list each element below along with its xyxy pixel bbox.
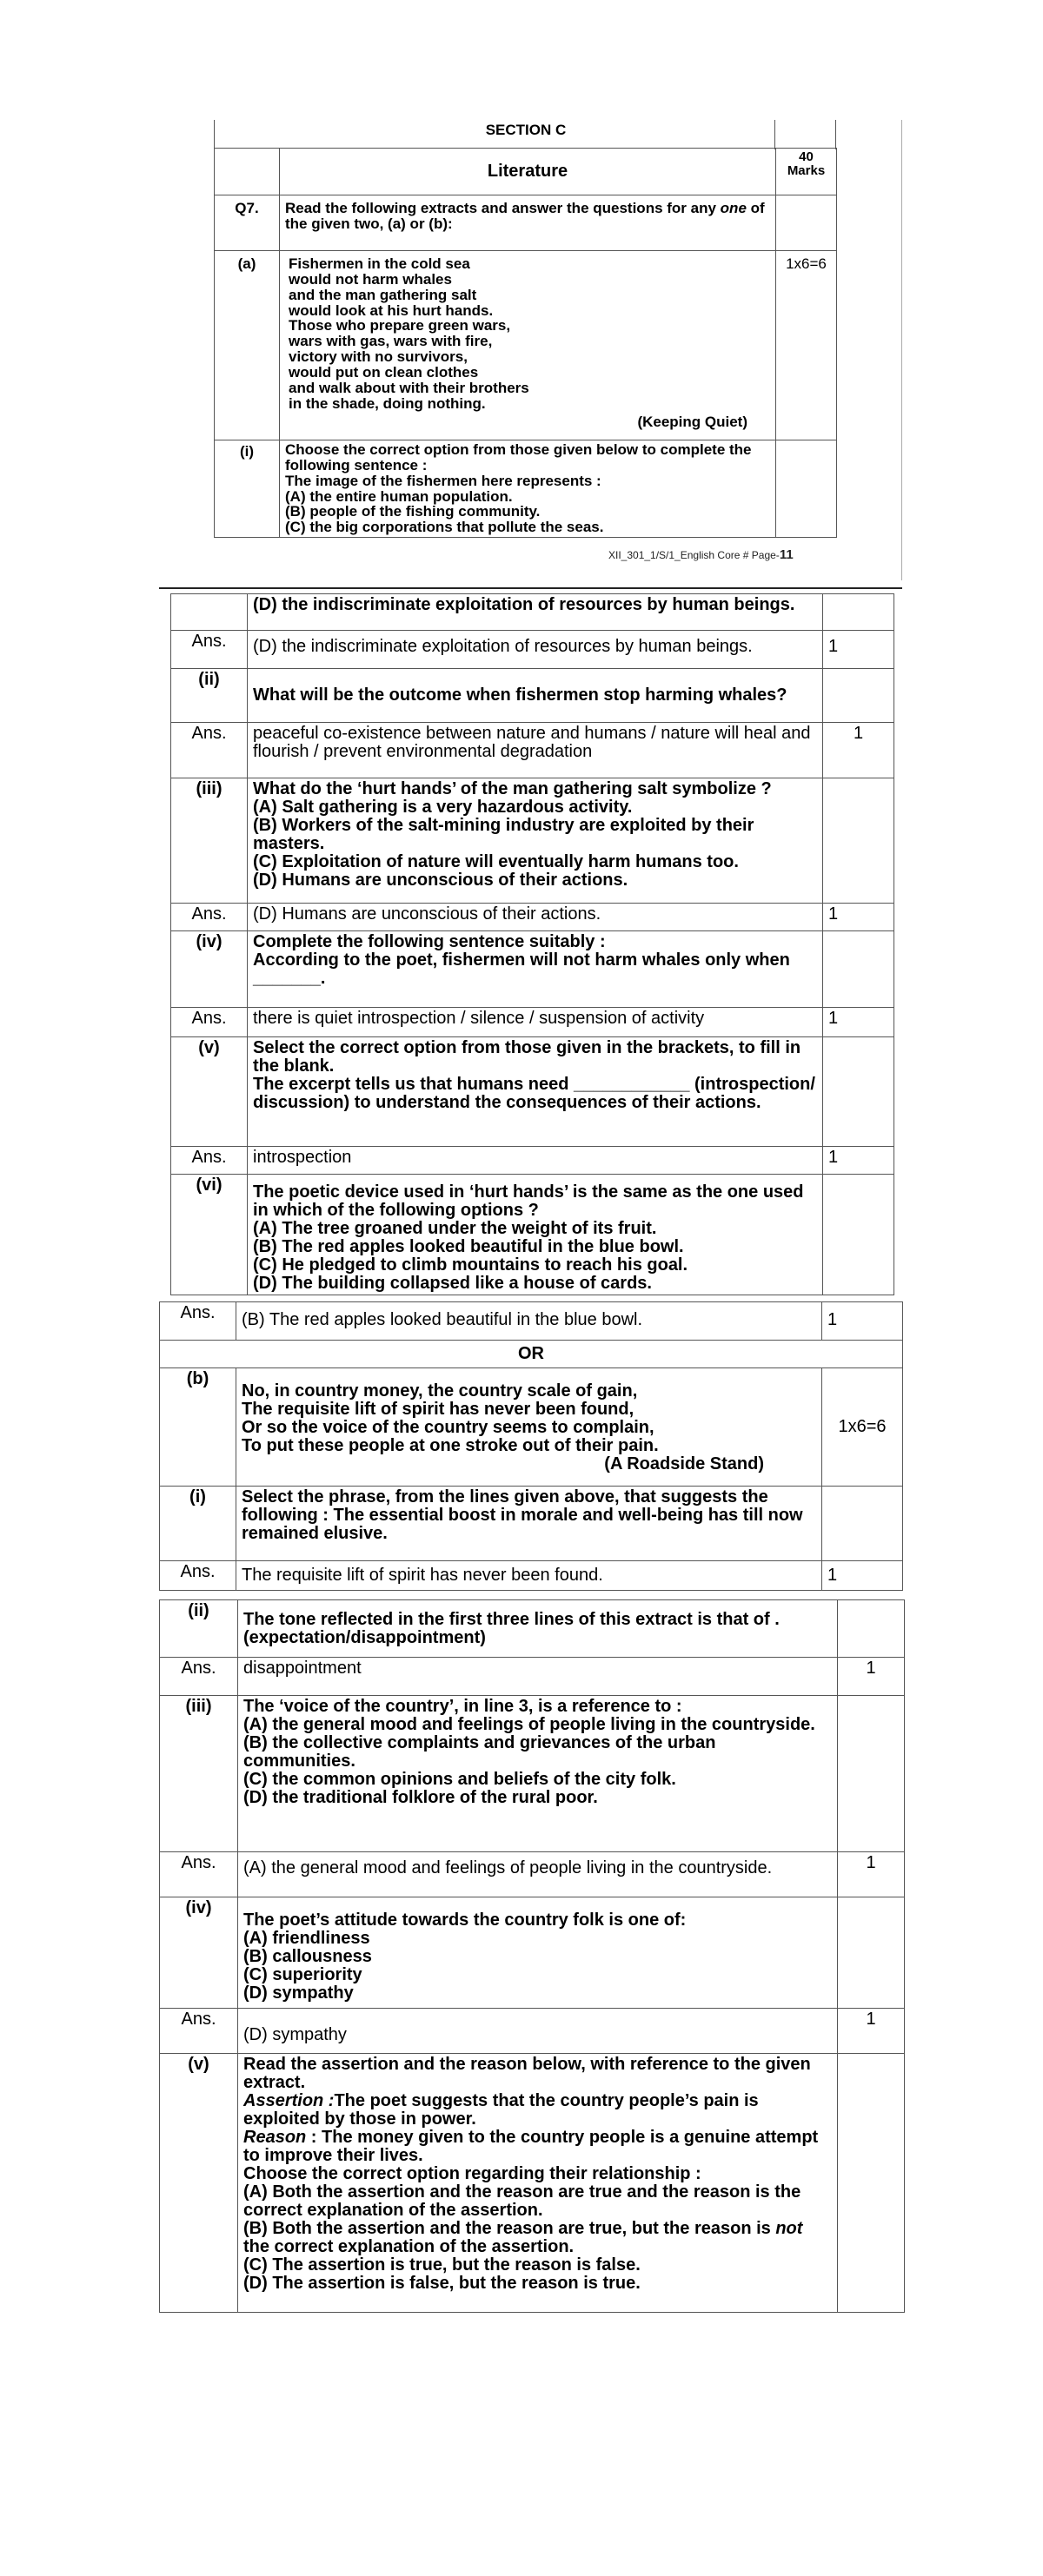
ii-question: What will be the outcome when fishermen stop harming whales? [248,669,823,723]
v-reason-text: : The money given to the country people is a genuine attempt to improve their lives. [243,2128,819,2165]
ii-label: (ii) [171,669,248,723]
a-poem: Fishermen in the cold sea would not harm whales and the man gathering salt would look at his hurt hands. Those who prepare green wars, wars with gas, wars with fire, victory with no survivors, would put on clean clothes and walk about with their brothers in the shade, doing nothing. [289,255,529,412]
b-poem: No, in country money, the country scale of gain, The requisite lift of spirit has never been found, Or so the voice of the country seems to complain, To put these people at one stroke out of their pain. [242,1381,659,1455]
b-marks: 1x6=6 [822,1368,903,1487]
ans-label: Ans. [171,723,248,778]
v-reason [243,2129,832,2165]
page-4-table [159,1599,905,2313]
a-source: (Keeping Quiet) [637,414,747,431]
ans-label: Ans. [171,1008,248,1037]
iii-answer: (D) Humans are unconscious of their actions. [248,904,823,931]
iii-question: The ‘voice of the country’, in line 3, is a reference to : (A) the general mood and feelings of people living in the countryside. (B) the collective complaints and grievances of the urban communities. (C) the common opinions and beliefs of the city folk. (D) the traditional folklore of the rural poor. [238,1696,838,1852]
ii-question: The tone reflected in the first three lines of this extract is that of . (expectation/disappointment) [238,1600,838,1658]
vi-mark: 1 [822,1302,903,1341]
ii-mark: 1 [838,1658,905,1696]
total-marks: 40 Marks [776,149,837,195]
table-row [160,1852,905,1897]
page-1-right-border [901,120,902,580]
empty-cell [823,1037,894,1147]
table-row [171,904,894,931]
table-row [160,1487,903,1561]
footer-page-number: 11 [779,547,794,562]
page-1 [0,0,1043,591]
empty-cell [838,1600,905,1658]
i-question: Choose the correct option from those given below to complete the following sentence : The image of the fishermen here represents : (A) the entire human population. (B) people of the fishing community. (C) the big corporations that pollute the seas. [280,440,776,538]
iv-question: The poet’s attitude towards the country folk is one of: (A) friendliness (B) callousness (C) superiority (D) sympathy [238,1897,838,2009]
iv-answer: (D) sympathy [238,2009,838,2054]
v-option-d: (D) The assertion is false, but the reason is true. [243,2274,641,2293]
ans-label: Ans. [160,2009,238,2054]
iii-mark: 1 [823,904,894,931]
table-row [160,1696,905,1852]
vi-question: The poetic device used in ‘hurt hands’ is the same as the one used in which of the following options ? (A) The tree groaned under the weight of its fruit. (B) The red apples looked beautiful in the blue bowl. (C) He pledged to climb mountains to reach his goal. (D) The building collapsed like a house of cards. [248,1175,823,1295]
vi-answer: (B) The red apples looked beautiful in the blue bowl. [236,1302,822,1341]
table-row [160,1561,903,1591]
ans-label: Ans. [160,1658,238,1696]
ii-label: (ii) [160,1600,238,1658]
table-row [171,669,894,723]
v-question: Select the correct option from those given in the brackets, to fill in the blank. The excerpt tells us that humans need ____________ (introspection/ discussion) to understand the consequences of their actions. [248,1037,823,1147]
table-row [160,2009,905,2054]
v-assertion-text: The poet suggests that the country people’s pain is exploited by those in power. [243,2091,759,2129]
v-reason-label: Reason [243,2128,307,2147]
empty-cell [822,1487,903,1561]
empty-cell [776,195,837,251]
v-option-b [243,2220,832,2256]
ii-answer: peaceful co-existence between nature and humans / nature will heal and flourish / prevent environmental degradation [248,723,823,778]
ii-mark: 1 [823,723,894,778]
empty-cell [823,1175,894,1295]
empty-cell [838,1897,905,2009]
v-answer: introspection [248,1147,823,1175]
i-mark: 1 [823,631,894,669]
table-row [171,594,894,631]
v-assertion-label: Assertion : [243,2091,335,2110]
empty-cell [776,440,837,538]
page-separator-line [159,587,902,589]
v-option-c: (C) The assertion is true, but the reason is false. [243,2255,641,2275]
q7-instruction-part-2: of the given two, (a) or (b): [285,200,765,232]
empty-cell [823,594,894,631]
iii-answer: (A) the general mood and feelings of people living in the countryside. [238,1852,838,1897]
iii-mark: 1 [838,1852,905,1897]
section-divider-line-far [835,120,836,149]
v-intro: Read the assertion and the reason below, with reference to the given extract. [243,2055,811,2092]
i-answer: (D) the indiscriminate exploitation of resources by human beings. [248,631,823,669]
v-mark: 1 [823,1147,894,1175]
section-divider-line-right [774,120,775,149]
table-row [160,1341,903,1368]
table-row [215,195,837,251]
table-row [160,2054,905,2313]
table-row [171,1037,894,1147]
table-row [160,1897,905,2009]
table-row [160,1302,903,1341]
iii-question: What do the ‘hurt hands’ of the man gathering salt symbolize ? (A) Salt gathering is a very hazardous activity. (B) Workers of the salt-mining industry are exploited by their masters. (C) Exploitation of nature will eventually harm humans too. (D) Humans are unconscious of their actions. [248,778,823,904]
page-3-table [159,1301,903,1591]
table-row [215,251,837,440]
table-row [215,149,837,195]
literature-heading: Literature [280,149,776,195]
iii-label: (iii) [160,1696,238,1852]
empty-cell [838,2054,905,2313]
table-row [215,440,837,538]
bi-answer: The requisite lift of spirit has never been found. [236,1561,822,1591]
i-option-d: (D) the indiscriminate exploitation of resources by human beings. [248,594,823,631]
v-option-a: (A) Both the assertion and the reason are true and the reason is the correct explanation of the assertion. [243,2182,801,2220]
iv-answer: there is quiet introspection / silence / suspension of activity [248,1008,823,1037]
v-label: (v) [160,2054,238,2313]
table-row [160,1600,905,1658]
b-extract [236,1368,822,1487]
iv-mark: 1 [823,1008,894,1037]
ans-label: Ans. [160,1852,238,1897]
table-row [160,1658,905,1696]
page-footer [608,547,826,562]
iii-label: (iii) [171,778,248,904]
empty-cell [838,1696,905,1852]
iv-label: (iv) [171,931,248,1008]
q7-number: Q7. [215,195,280,251]
or-separator: OR [160,1341,903,1368]
empty-cell [823,931,894,1008]
section-title: SECTION C [485,122,567,138]
empty-cell [823,778,894,904]
section-divider-line [214,120,215,149]
q7-instruction-part-1: Read the following extracts and answer the questions for any [285,200,716,216]
a-extract [280,251,776,440]
page-1-table [214,148,837,538]
ans-label: Ans. [160,1561,236,1591]
table-row [171,1008,894,1037]
table-row [171,931,894,1008]
iv-mark: 1 [838,2009,905,2054]
table-row [171,723,894,778]
ans-label: Ans. [160,1302,236,1341]
empty-cell [171,594,248,631]
ii-answer: disappointment [238,1658,838,1696]
a-marks: 1x6=6 [776,251,837,440]
bi-question: Select the phrase, from the lines given above, that suggests the following : The essential boost in morale and well-being has till now remained elusive. [236,1487,822,1561]
v-option-b-part-1: (B) Both the assertion and the reason are true, but the reason is [243,2219,776,2238]
v-question [238,2054,838,2313]
b-label: (b) [160,1368,236,1487]
ans-label: Ans. [171,631,248,669]
q7-instruction-emphasis: one [720,200,747,216]
v-assertion [243,2092,832,2129]
bi-mark: 1 [822,1561,903,1591]
page-2-table [170,593,894,1295]
ans-label: Ans. [171,904,248,931]
ans-label: Ans. [171,1147,248,1175]
q7-instruction [280,195,776,251]
table-row [171,778,894,904]
v-choose: Choose the correct option regarding their relationship : [243,2164,701,2183]
empty-cell [823,669,894,723]
v-option-b-emphasis: not [775,2219,803,2238]
v-option-b-part-2: the correct explanation of the assertion. [243,2237,575,2256]
bi-label: (i) [160,1487,236,1561]
footer-text: XII_301_1/S/1_English Core # Page- [608,549,780,561]
table-row [171,1147,894,1175]
v-label: (v) [171,1037,248,1147]
iv-question: Complete the following sentence suitably : According to the poet, fishermen will not harm whales only when _______. [248,931,823,1008]
a-label: (a) [215,251,280,440]
table-row [171,631,894,669]
vi-label: (vi) [171,1175,248,1295]
table-row [171,1175,894,1295]
table-row [160,1368,903,1487]
iv-label: (iv) [160,1897,238,2009]
i-label: (i) [215,440,280,538]
b-source: (A Roadside Stand) [604,1454,764,1473]
empty-cell [215,149,280,195]
